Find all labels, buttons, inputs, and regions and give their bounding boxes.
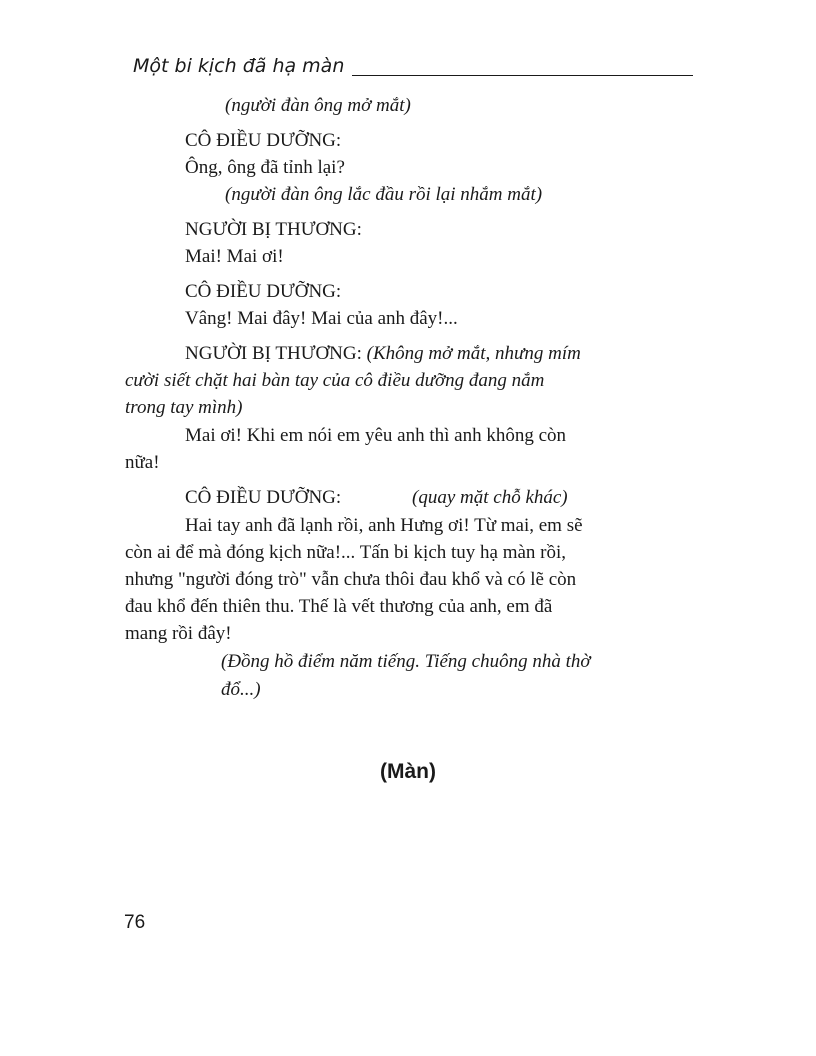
stage-direction: (người đàn ông lắc đầu rồi lại nhắm mắt) [225,184,543,205]
speaker-label: CÔ ĐIỀU DƯỠNG: [185,281,342,302]
speech-block [125,422,688,476]
dialogue-line: Vâng! Mai đây! Mai của anh đây!... [185,308,458,329]
speech-first-line [125,484,688,511]
stage-direction: (Không mở mắt, nhưng mím [366,343,581,364]
dialogue-line: còn ai để mà đóng kịch nữa!... Tấn bi kịch tuy hạ màn rồi, [125,542,567,563]
running-title: Một bi kịch đã hạ màn [133,55,345,77]
dialogue-line: Mai! Mai ơi! [185,246,284,267]
curtain-label: (Màn) [380,760,436,783]
speaker-label: NGƯỜI BỊ THƯƠNG: [185,343,362,364]
dialogue-line: nữa! [125,452,160,473]
stage-direction: (Đồng hồ điểm năm tiếng. Tiếng chuông nhà thờ [221,651,591,672]
stage-direction: (người đàn ông mở mắt) [225,95,411,116]
page-body [125,92,688,703]
stage-direction: trong tay mình) [125,397,243,418]
stage-direction: cười siết chặt hai bàn tay của cô điều dưỡng đang nắm [125,370,545,391]
speech-block [125,340,688,421]
stage-direction: đổ...) [221,679,261,700]
page-number: 76 [124,912,146,933]
dialogue-line: Ông, ông đã tỉnh lại? [185,157,345,178]
stage-direction: (quay mặt chỗ khác) [412,487,568,508]
speech-block [125,484,688,511]
speech-first-line [125,340,688,367]
header-rule [352,75,693,76]
dialogue-line: mang rồi đây! [125,623,232,644]
speaker-label: NGƯỜI BỊ THƯƠNG: [185,219,362,240]
speaker-label: CÔ ĐIỀU DƯỠNG: [185,130,342,151]
dialogue-line: Mai ơi! Khi em nói em yêu anh thì anh không còn [185,425,567,446]
dialogue-line: Hai tay anh đã lạnh rồi, anh Hưng ơi! Từ mai, em sẽ [185,515,583,536]
speaker-label: CÔ ĐIỀU DƯỠNG: [185,487,342,508]
running-header [133,50,693,78]
speech-block [125,512,688,647]
dialogue-line: nhưng "người đóng trò" vẫn chưa thôi đau khổ và có lẽ còn [125,569,577,590]
dialogue-line: đau khổ đến thiên thu. Thế là vết thương của anh, em đã [125,596,553,617]
